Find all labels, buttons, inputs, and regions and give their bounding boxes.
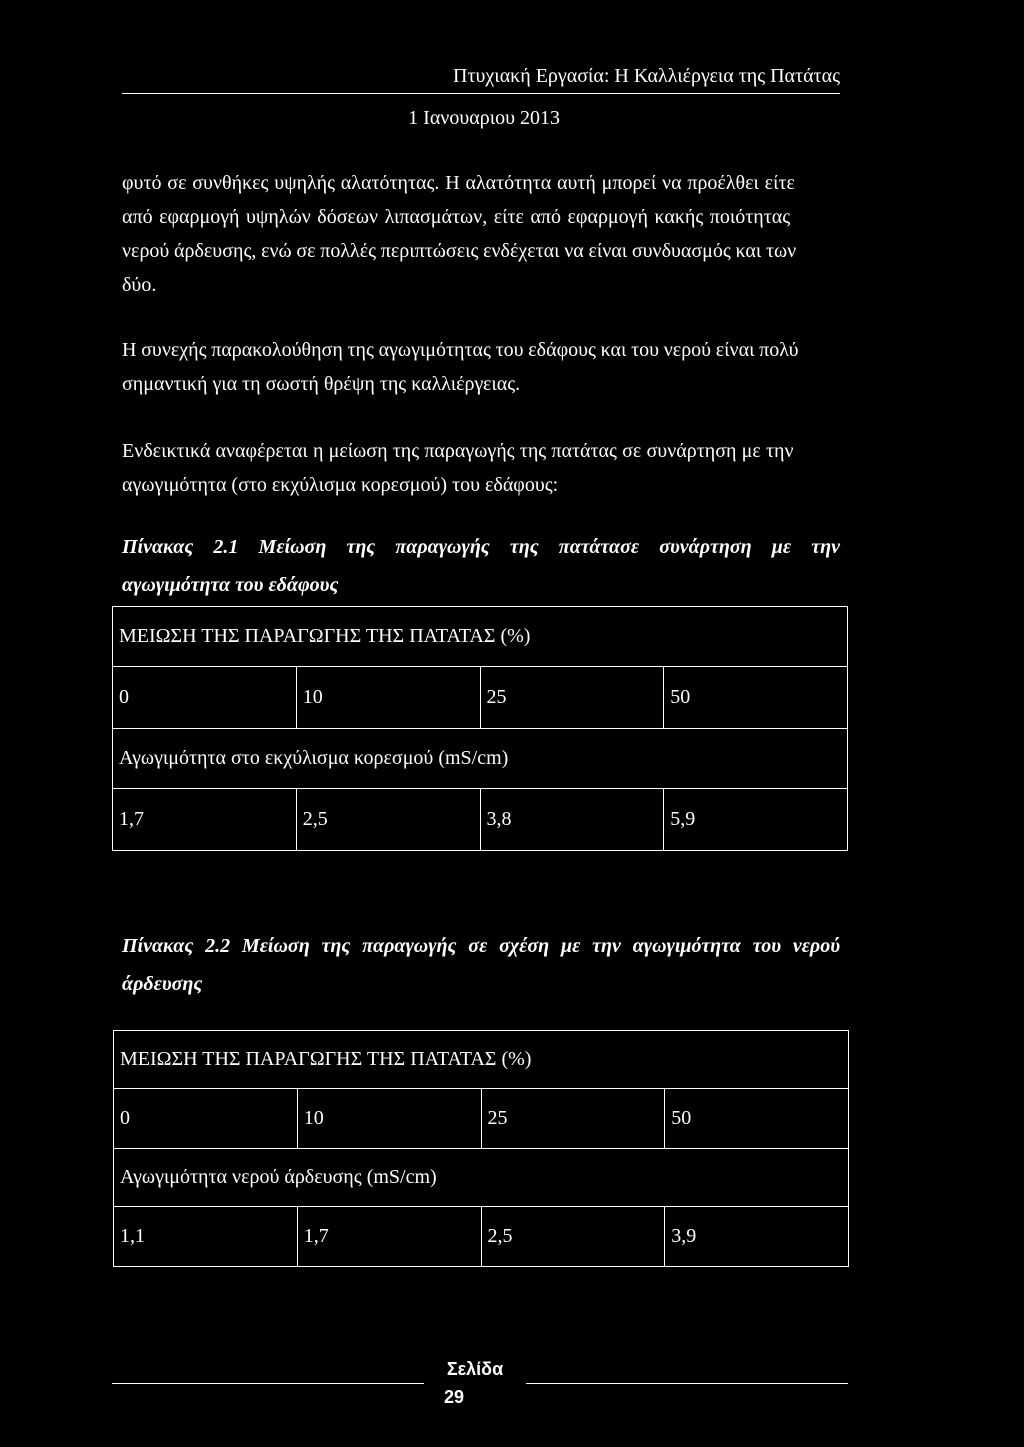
conductivity-header-cell: Αγωγιμότητα στο εκχύλισμα κορεσμού (mS/cm) bbox=[113, 729, 848, 789]
footer-page-number: 29 bbox=[443, 1387, 465, 1407]
soil-conductivity-table bbox=[112, 606, 848, 851]
conductivity-value-cell: 3,8 bbox=[480, 789, 664, 851]
table-caption bbox=[122, 528, 840, 604]
paragraph-line: νερού άρδευσης, ενώ σε πολλές περιπτώσεις ενδέχεται να είναι συνδυασμός και των bbox=[122, 240, 797, 262]
paragraph-line: Η συνεχής παρακολούθηση της αγωγιμότητας του εδάφους και του νερού είναι πολύ bbox=[122, 339, 799, 361]
paragraph-line: δύο. bbox=[122, 274, 157, 296]
table-caption bbox=[122, 927, 840, 1003]
reduction-value-cell: 50 bbox=[664, 667, 848, 729]
irrigation-water-conductivity-table bbox=[113, 1030, 849, 1267]
footer-divider-left bbox=[112, 1383, 424, 1384]
page-header-title: Πτυχιακή Εργασία: Η Καλλιέργεια της Πατάτας bbox=[453, 65, 840, 87]
paragraph-line: σημαντική για τη σωστή θρέψη της καλλιέργειας. bbox=[122, 373, 521, 395]
table-row bbox=[113, 729, 848, 789]
conductivity-value-cell: 3,9 bbox=[665, 1207, 849, 1267]
conductivity-value-cell: 1,7 bbox=[297, 1207, 481, 1267]
caption-line: Πίνακας 2.1 Μείωση της παραγωγής της πατάτασε συνάρτηση με την bbox=[122, 536, 840, 558]
conductivity-value-cell: 2,5 bbox=[296, 789, 480, 851]
body-paragraph bbox=[122, 166, 842, 302]
table-row bbox=[113, 789, 848, 851]
body-paragraph bbox=[122, 434, 842, 502]
table-row bbox=[113, 667, 848, 729]
caption-line: Πίνακας 2.2 Μείωση της παραγωγής σε σχέση με την αγωγιμότητα του νερού bbox=[122, 935, 840, 957]
paragraph-line: από εφαρμογή υψηλών δόσεων λιπασμάτων, είτε από εφαρμογή κακής ποιότητας bbox=[122, 206, 791, 228]
body-paragraph bbox=[122, 333, 842, 401]
table-row bbox=[114, 1149, 849, 1207]
conductivity-value-cell: 5,9 bbox=[664, 789, 848, 851]
conductivity-value-cell: 1,1 bbox=[114, 1207, 298, 1267]
conductivity-value-cell: 1,7 bbox=[113, 789, 297, 851]
header-divider bbox=[122, 93, 840, 94]
page-header-date: 1 Ιανουαριου 2013 bbox=[408, 107, 560, 129]
reduction-value-cell: 10 bbox=[296, 667, 480, 729]
reduction-value-cell: 50 bbox=[665, 1089, 849, 1149]
table-row bbox=[114, 1089, 849, 1149]
paragraph-line: Ενδεικτικά αναφέρεται η μείωση της παραγωγής της πατάτας σε συνάρτηση με την bbox=[122, 440, 794, 462]
reduction-header-cell: ΜΕΙΩΣΗ ΤΗΣ ΠΑΡΑΓΩΓΗΣ ΤΗΣ ΠΑΤΑΤΑΣ (%) bbox=[113, 607, 848, 667]
table-row bbox=[114, 1207, 849, 1267]
paragraph-line: αγωγιμότητα (στο εκχύλισμα κορεσμού) του εδάφους: bbox=[122, 474, 559, 496]
caption-line: άρδευσης bbox=[122, 973, 203, 995]
reduction-value-cell: 0 bbox=[114, 1089, 298, 1149]
caption-line: αγωγιμότητα του εδάφους bbox=[122, 574, 339, 596]
reduction-value-cell: 0 bbox=[113, 667, 297, 729]
table-row bbox=[113, 607, 848, 667]
conductivity-header-cell: Αγωγιμότητα νερού άρδευσης (mS/cm) bbox=[114, 1149, 849, 1207]
footer-divider-right bbox=[526, 1383, 848, 1384]
conductivity-value-cell: 2,5 bbox=[481, 1207, 665, 1267]
reduction-value-cell: 25 bbox=[481, 1089, 665, 1149]
reduction-value-cell: 10 bbox=[297, 1089, 481, 1149]
footer-page-label: Σελίδα bbox=[446, 1359, 504, 1379]
reduction-header-cell: ΜΕΙΩΣΗ ΤΗΣ ΠΑΡΑΓΩΓΗΣ ΤΗΣ ΠΑΤΑΤΑΣ (%) bbox=[114, 1031, 849, 1089]
reduction-value-cell: 25 bbox=[480, 667, 664, 729]
table-row bbox=[114, 1031, 849, 1089]
paragraph-line: φυτό σε συνθήκες υψηλής αλατότητας. Η αλατότητα αυτή μπορεί να προέλθει είτε bbox=[122, 172, 795, 194]
